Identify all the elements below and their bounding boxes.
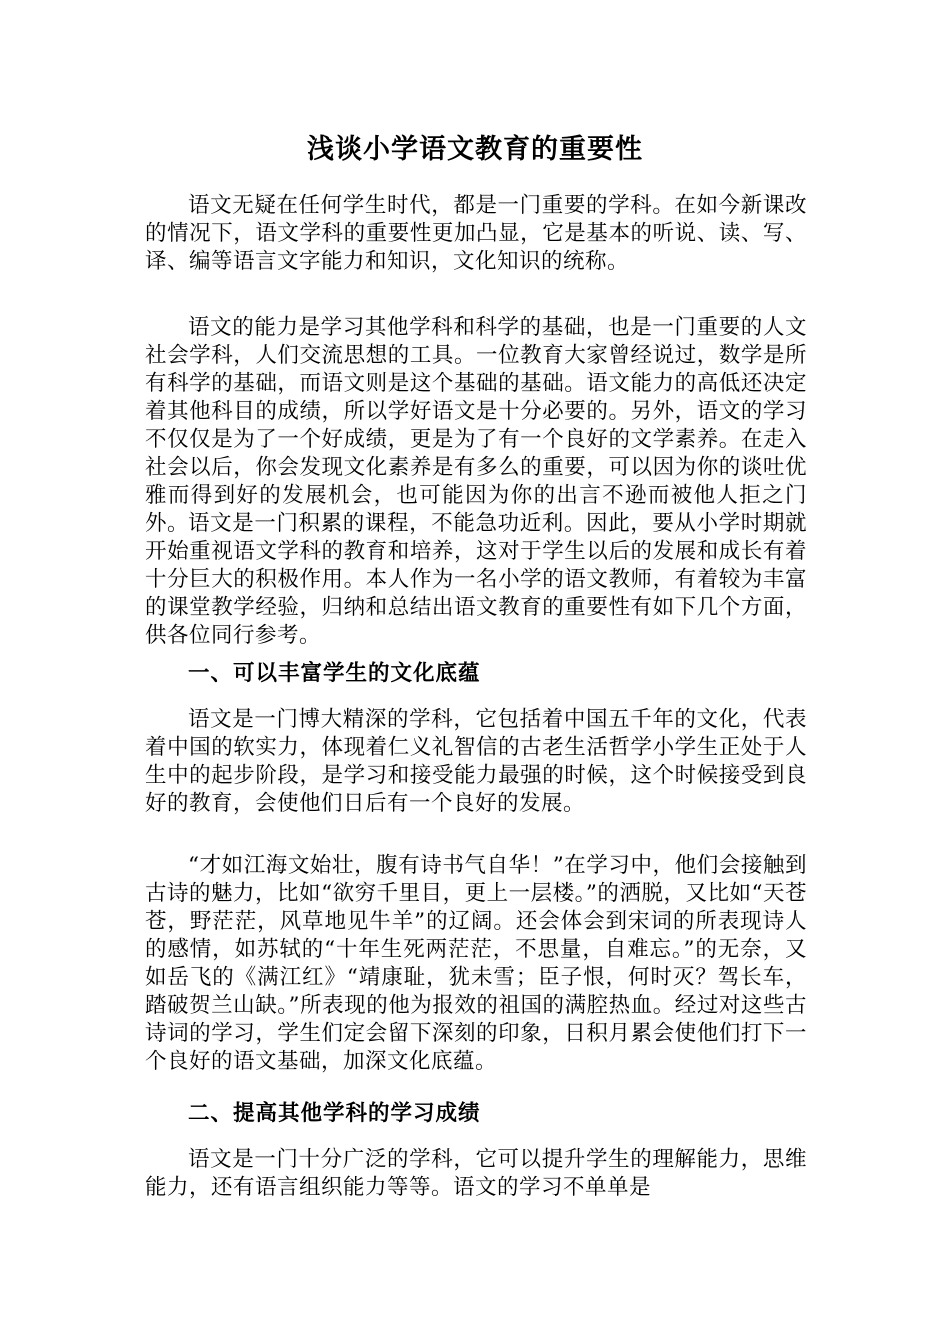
intro-paragraph-3: 语文是一门积累的课程，不能急功近利。因此，要从小学时期就开始重视语文学科的教育和培养，这对于学生以后的发展和成长有着十分巨大的积极作用。本人作为一名小学的语文教师，有着较为丰富的课堂教学经验，归纳和总结出语文教育的重要性有如下几个方面，供各位同行参考。 xyxy=(145,511,807,648)
section-1-paragraph-2: “才如江海文始壮，腹有诗书气自华！”在学习中，他们会接触到古诗的魅力，比如“欲穷千里目，更上一层楼。”的洒脱，又比如“天苍苍，野茫茫，风草地见牛羊”的辽阔。还会体会到宋词的所表现诗人的感情，如苏轼的“十年生死两茫茫，不思量，自难忘。”的无奈，又如岳飞的《满江红》“靖康耻，犹未雪；臣子恨，何时灭？驾长车，踏破贺兰山缺。”所表现的他为报效的祖国的满腔热血。经过对这些古诗词的学习，学生们定会留下深刻的印象，日积月累会使他们打下一个良好的语文基础，加深文化底蕴。 xyxy=(145,853,807,1074)
intro-paragraph-2: 语文的能力是学习其他学科和科学的基础，也是一门重要的人文社会学科，人们交流思想的工具。一位教育大家曾经说过，数学是所有科学的基础，而语文则是这个基础的基础。语文能力的高低还决定着其他科目的成绩，所以学好语文是十分必要的。另外，语文的学习不仅仅是为了一个好成绩，更是为了有一个良好的文学素养。在走入社会以后，你会发现文化素养是有多么的重要，可以因为你的谈吐优雅而得到好的发展机会，也可能因为你的出言不逊而被他人拒之门外。 xyxy=(145,315,807,536)
section-2-heading: 二、提高其他学科的学习成绩 xyxy=(188,1101,481,1126)
document-title: 浅谈小学语文教育的重要性 xyxy=(307,134,643,165)
intro-paragraph-1: 语文无疑在任何学生时代，都是一门重要的学科。在如今新课改的情况下，语文学科的重要性更加凸显，它是基本的听说、读、写、译、编等语言文字能力和知识，文化知识的统称。 xyxy=(145,193,807,274)
section-1-paragraph-1: 语文是一门博大精深的学科，它包括着中国五千年的文化，代表着中国的软实力，体现着仁义礼智信的古老生活哲学小学生正处于人生中的起步阶段，是学习和接受能力最强的时候，这个时候接受到良好的教育，会使他们日后有一个良好的发展。 xyxy=(145,707,807,816)
section-1-heading: 一、可以丰富学生的文化底蕴 xyxy=(188,661,481,686)
section-2-paragraph-1: 语文是一门十分广泛的学科，它可以提升学生的理解能力，思维能力，还有语言组织能力等等。语文的学习不单单是 xyxy=(145,1147,807,1200)
